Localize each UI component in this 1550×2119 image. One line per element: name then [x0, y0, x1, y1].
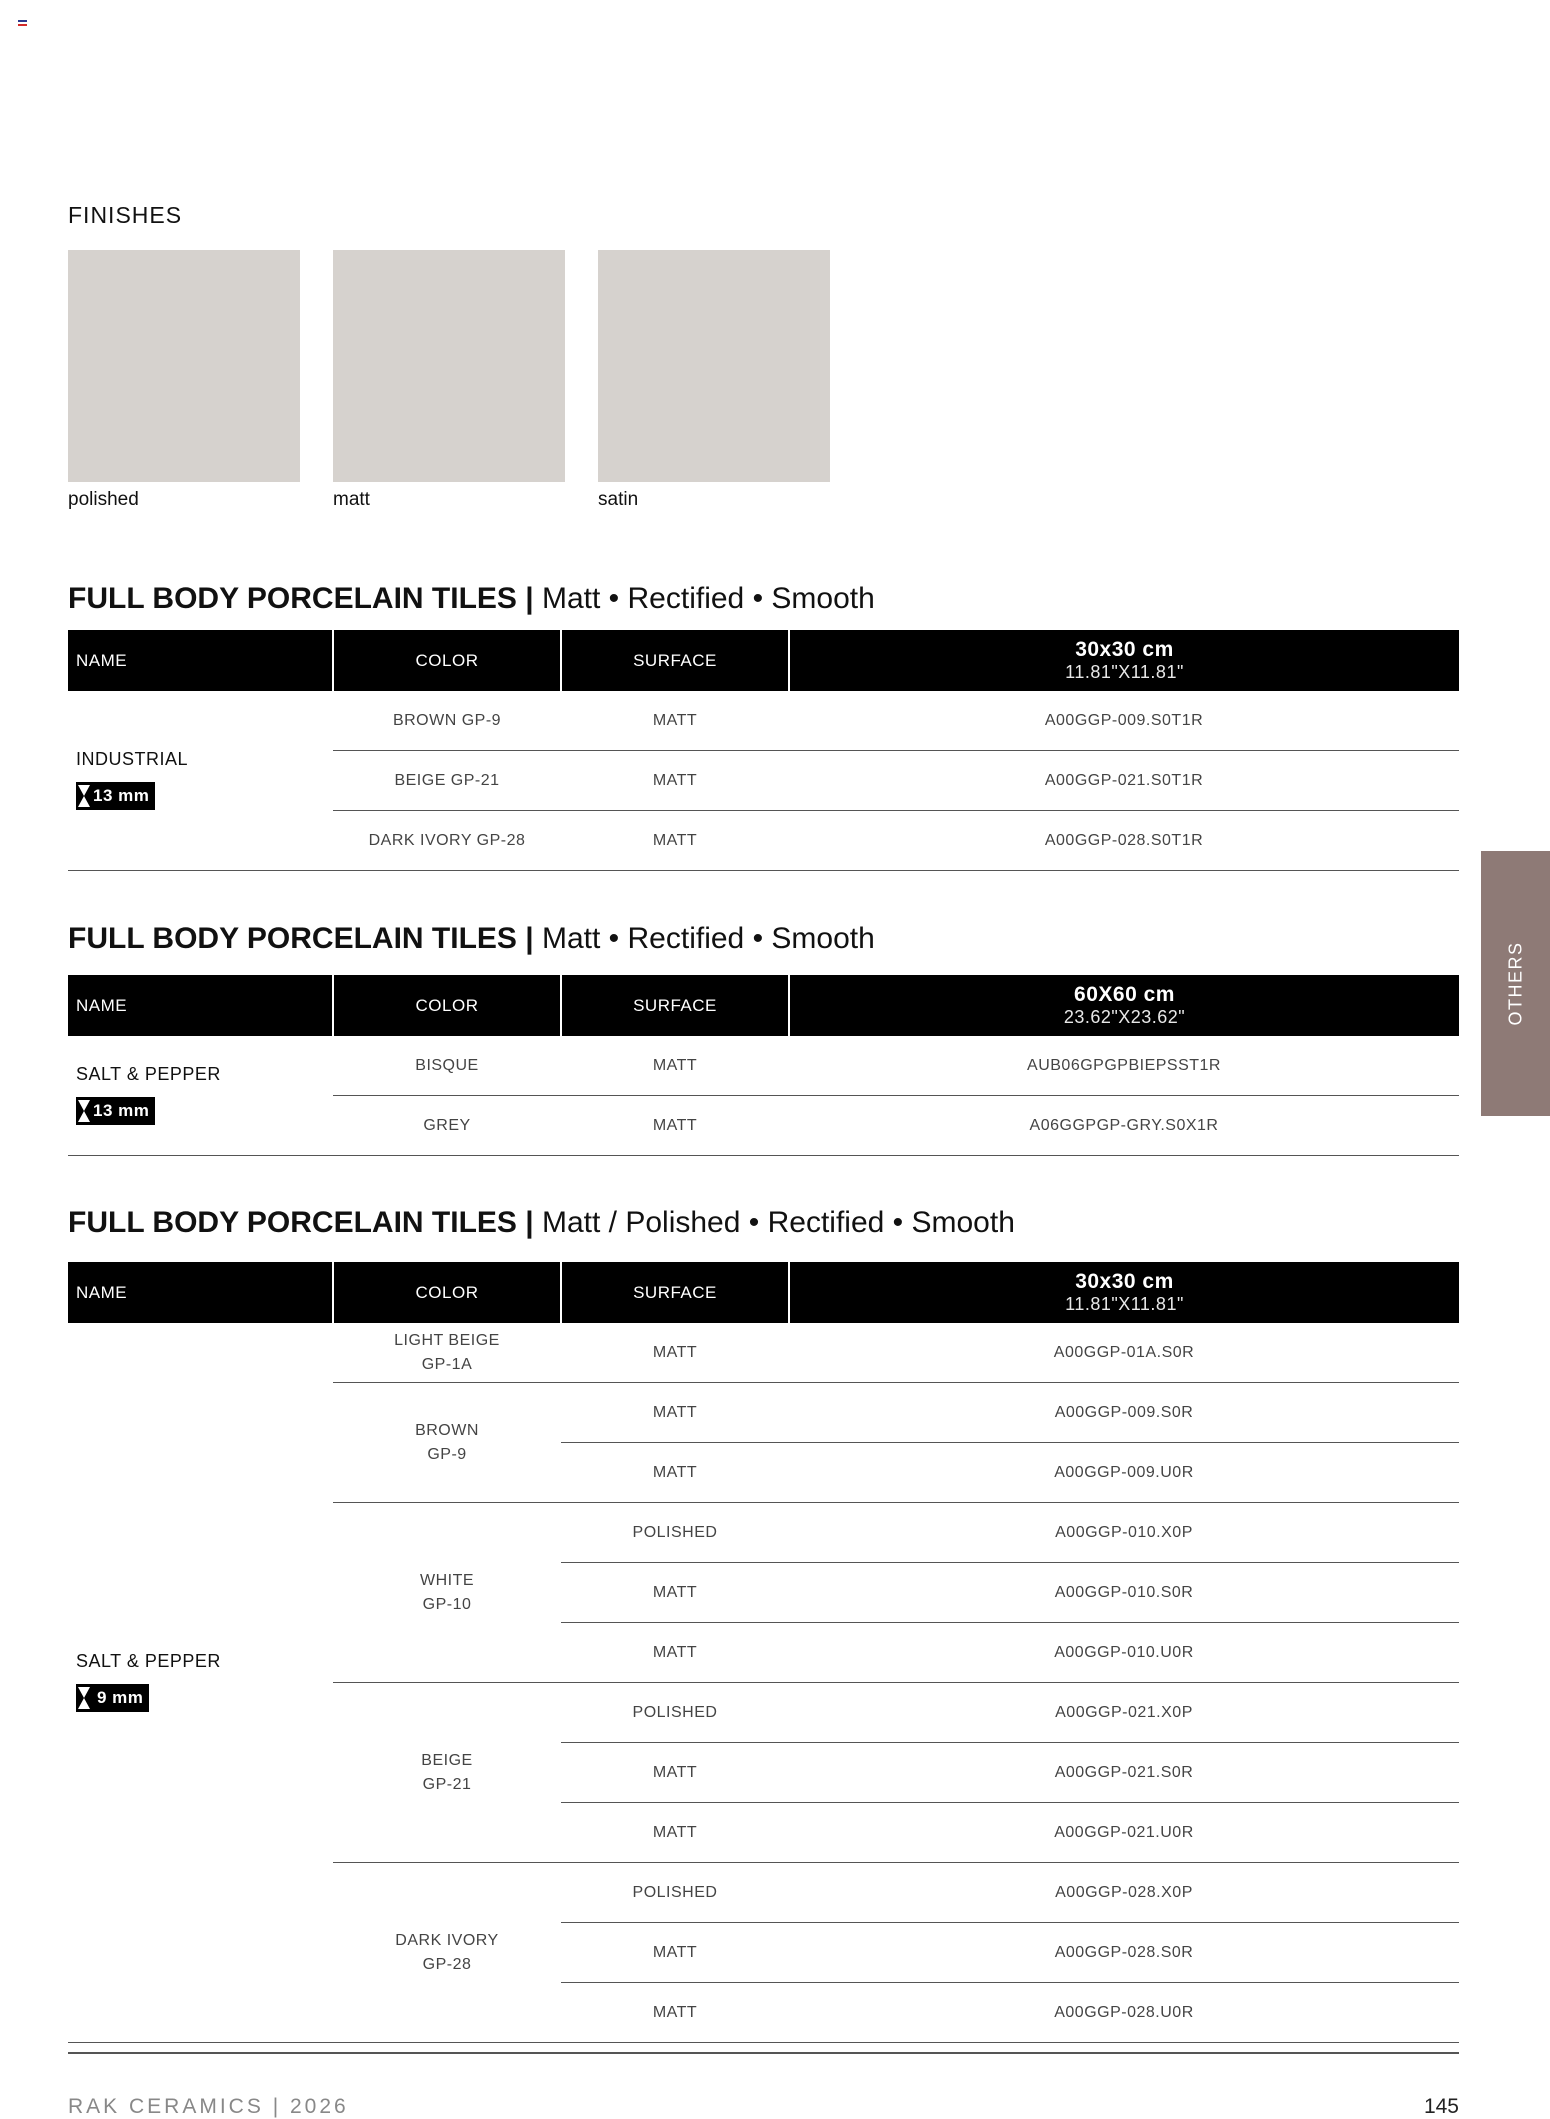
polished-swatch — [68, 250, 300, 482]
section2-title — [68, 922, 875, 956]
code-cell: A00GGP-009.U0R — [789, 1443, 1459, 1503]
code-cell: A00GGP-01A.S0R — [789, 1323, 1459, 1383]
header-surface: SURFACE — [561, 975, 789, 1036]
size-label: 60X60 cm — [1074, 983, 1175, 1006]
surface-cell: MATT — [561, 1323, 789, 1383]
header-size — [789, 1262, 1459, 1323]
surface-cell: MATT — [561, 1803, 789, 1863]
header-surface: SURFACE — [561, 630, 789, 691]
surface-cell: MATT — [561, 1743, 789, 1803]
code-cell: A06GGPGP-GRY.S0X1R — [789, 1096, 1459, 1156]
header-surface: SURFACE — [561, 1262, 789, 1323]
section3-title-bold: FULL BODY PORCELAIN TILES | — [68, 1206, 534, 1239]
footer-divider — [68, 2052, 1459, 2054]
header-size — [789, 630, 1459, 691]
color-line1: WHITE — [419, 1571, 475, 1589]
surface-cell: MATT — [561, 1923, 789, 1983]
header-color: COLOR — [333, 975, 561, 1036]
color-cell — [333, 1683, 561, 1863]
table-header-row — [68, 630, 1459, 691]
flag-icon — [18, 20, 27, 26]
code-cell: A00GGP-028.X0P — [789, 1863, 1459, 1923]
color-line2: GP-9 — [427, 1445, 467, 1463]
header-color: COLOR — [333, 630, 561, 691]
surface-cell: MATT — [561, 1096, 789, 1156]
color-line2: GP-28 — [422, 1955, 472, 1973]
surface-cell: MATT — [561, 1383, 789, 1443]
surface-cell: MATT — [561, 1563, 789, 1623]
size-inch-label: 11.81"X11.81" — [1065, 662, 1184, 682]
product-name: SALT & PEPPER — [76, 1064, 221, 1084]
surface-cell: MATT — [561, 691, 789, 751]
code-cell: A00GGP-009.S0T1R — [789, 691, 1459, 751]
footer-brand: RAK CERAMICS | 2026 — [68, 2095, 349, 2118]
side-tab-others[interactable] — [1481, 851, 1550, 1116]
color-line1: DARK IVORY — [395, 1931, 499, 1949]
color-line1: BROWN — [415, 1421, 479, 1439]
thickness-value: 13 mm — [93, 1101, 150, 1120]
salt-pepper-60-table — [68, 975, 1459, 1156]
polished-label: polished — [68, 489, 139, 510]
table-row — [68, 1323, 1459, 1383]
salt-pepper-30-table — [68, 1262, 1459, 2043]
surface-cell: MATT — [561, 811, 789, 871]
product-name-cell — [68, 1323, 333, 2043]
color-line1: LIGHT BEIGE — [394, 1331, 500, 1349]
industrial-table — [68, 630, 1459, 871]
color-line1: BEIGE — [421, 1751, 473, 1769]
table-row — [68, 691, 1459, 751]
header-name: NAME — [68, 630, 333, 691]
thickness-value: 9 mm — [97, 1688, 144, 1707]
section1-title-bold: FULL BODY PORCELAIN TILES | — [68, 582, 534, 615]
surface-cell: MATT — [561, 751, 789, 811]
color-cell — [333, 1323, 561, 1383]
color-cell: GREY — [333, 1096, 561, 1156]
table-header-row — [68, 1262, 1459, 1323]
thickness-value: 13 mm — [93, 786, 150, 805]
section1-title-rest: Matt • Rectified • Smooth — [533, 582, 875, 615]
code-cell: A00GGP-021.X0P — [789, 1683, 1459, 1743]
color-line2: GP-21 — [422, 1775, 472, 1793]
code-cell: A00GGP-028.U0R — [789, 1983, 1459, 2043]
product-name-cell — [68, 1036, 333, 1156]
surface-cell: POLISHED — [561, 1863, 789, 1923]
color-cell: BISQUE — [333, 1036, 561, 1096]
surface-cell: POLISHED — [561, 1503, 789, 1563]
surface-cell: POLISHED — [561, 1683, 789, 1743]
header-size — [789, 975, 1459, 1036]
section2-title-rest: Matt • Rectified • Smooth — [533, 922, 875, 955]
header-name: NAME — [68, 975, 333, 1036]
product-name: INDUSTRIAL — [76, 749, 189, 769]
color-cell: BEIGE GP-21 — [333, 751, 561, 811]
header-name: NAME — [68, 1262, 333, 1323]
thickness-badge — [76, 1684, 149, 1712]
surface-cell: MATT — [561, 1036, 789, 1096]
code-cell: A00GGP-028.S0R — [789, 1923, 1459, 1983]
surface-cell: MATT — [561, 1983, 789, 2043]
code-cell: A00GGP-028.S0T1R — [789, 811, 1459, 871]
matt-label: matt — [333, 489, 370, 510]
table-row — [68, 1036, 1459, 1096]
finishes-title: FINISHES — [68, 202, 183, 228]
thickness-badge — [76, 782, 155, 810]
code-cell: A00GGP-010.S0R — [789, 1563, 1459, 1623]
page-number: 145 — [1423, 2095, 1459, 2118]
color-cell: BROWN GP-9 — [333, 691, 561, 751]
code-cell: A00GGP-021.S0T1R — [789, 751, 1459, 811]
thickness-icon — [78, 1100, 90, 1122]
surface-cell: MATT — [561, 1623, 789, 1683]
color-line2: GP-10 — [422, 1595, 472, 1613]
thickness-badge — [76, 1097, 155, 1125]
product-name: SALT & PEPPER — [76, 1651, 221, 1671]
color-cell: DARK IVORY GP-28 — [333, 811, 561, 871]
thickness-icon — [78, 1687, 90, 1709]
code-cell: A00GGP-009.S0R — [789, 1383, 1459, 1443]
thickness-icon — [78, 785, 90, 807]
code-cell: A00GGP-021.S0R — [789, 1743, 1459, 1803]
size-label: 30x30 cm — [1075, 1270, 1174, 1293]
header-color: COLOR — [333, 1262, 561, 1323]
code-cell: A00GGP-010.X0P — [789, 1503, 1459, 1563]
color-cell — [333, 1383, 561, 1503]
color-line2: GP-1A — [421, 1355, 473, 1373]
code-cell: A00GGP-021.U0R — [789, 1803, 1459, 1863]
satin-label: satin — [598, 489, 639, 510]
section1-title — [68, 582, 875, 616]
section2-title-bold: FULL BODY PORCELAIN TILES | — [68, 922, 534, 955]
side-tab-label: OTHERS — [1505, 941, 1526, 1026]
section3-title-rest: Matt / Polished • Rectified • Smooth — [533, 1206, 1015, 1239]
section3-title — [68, 1206, 1015, 1240]
matt-swatch — [333, 250, 565, 482]
product-name-cell — [68, 691, 333, 871]
size-label: 30x30 cm — [1075, 638, 1174, 661]
size-inch-label: 11.81"X11.81" — [1065, 1294, 1184, 1314]
color-cell — [333, 1503, 561, 1683]
code-cell: A00GGP-010.U0R — [789, 1623, 1459, 1683]
code-cell: AUB06GPGPBIEPSST1R — [789, 1036, 1459, 1096]
size-inch-label: 23.62"X23.62" — [1063, 1007, 1186, 1027]
satin-swatch — [598, 250, 830, 482]
color-cell — [333, 1863, 561, 2043]
surface-cell: MATT — [561, 1443, 789, 1503]
table-header-row — [68, 975, 1459, 1036]
